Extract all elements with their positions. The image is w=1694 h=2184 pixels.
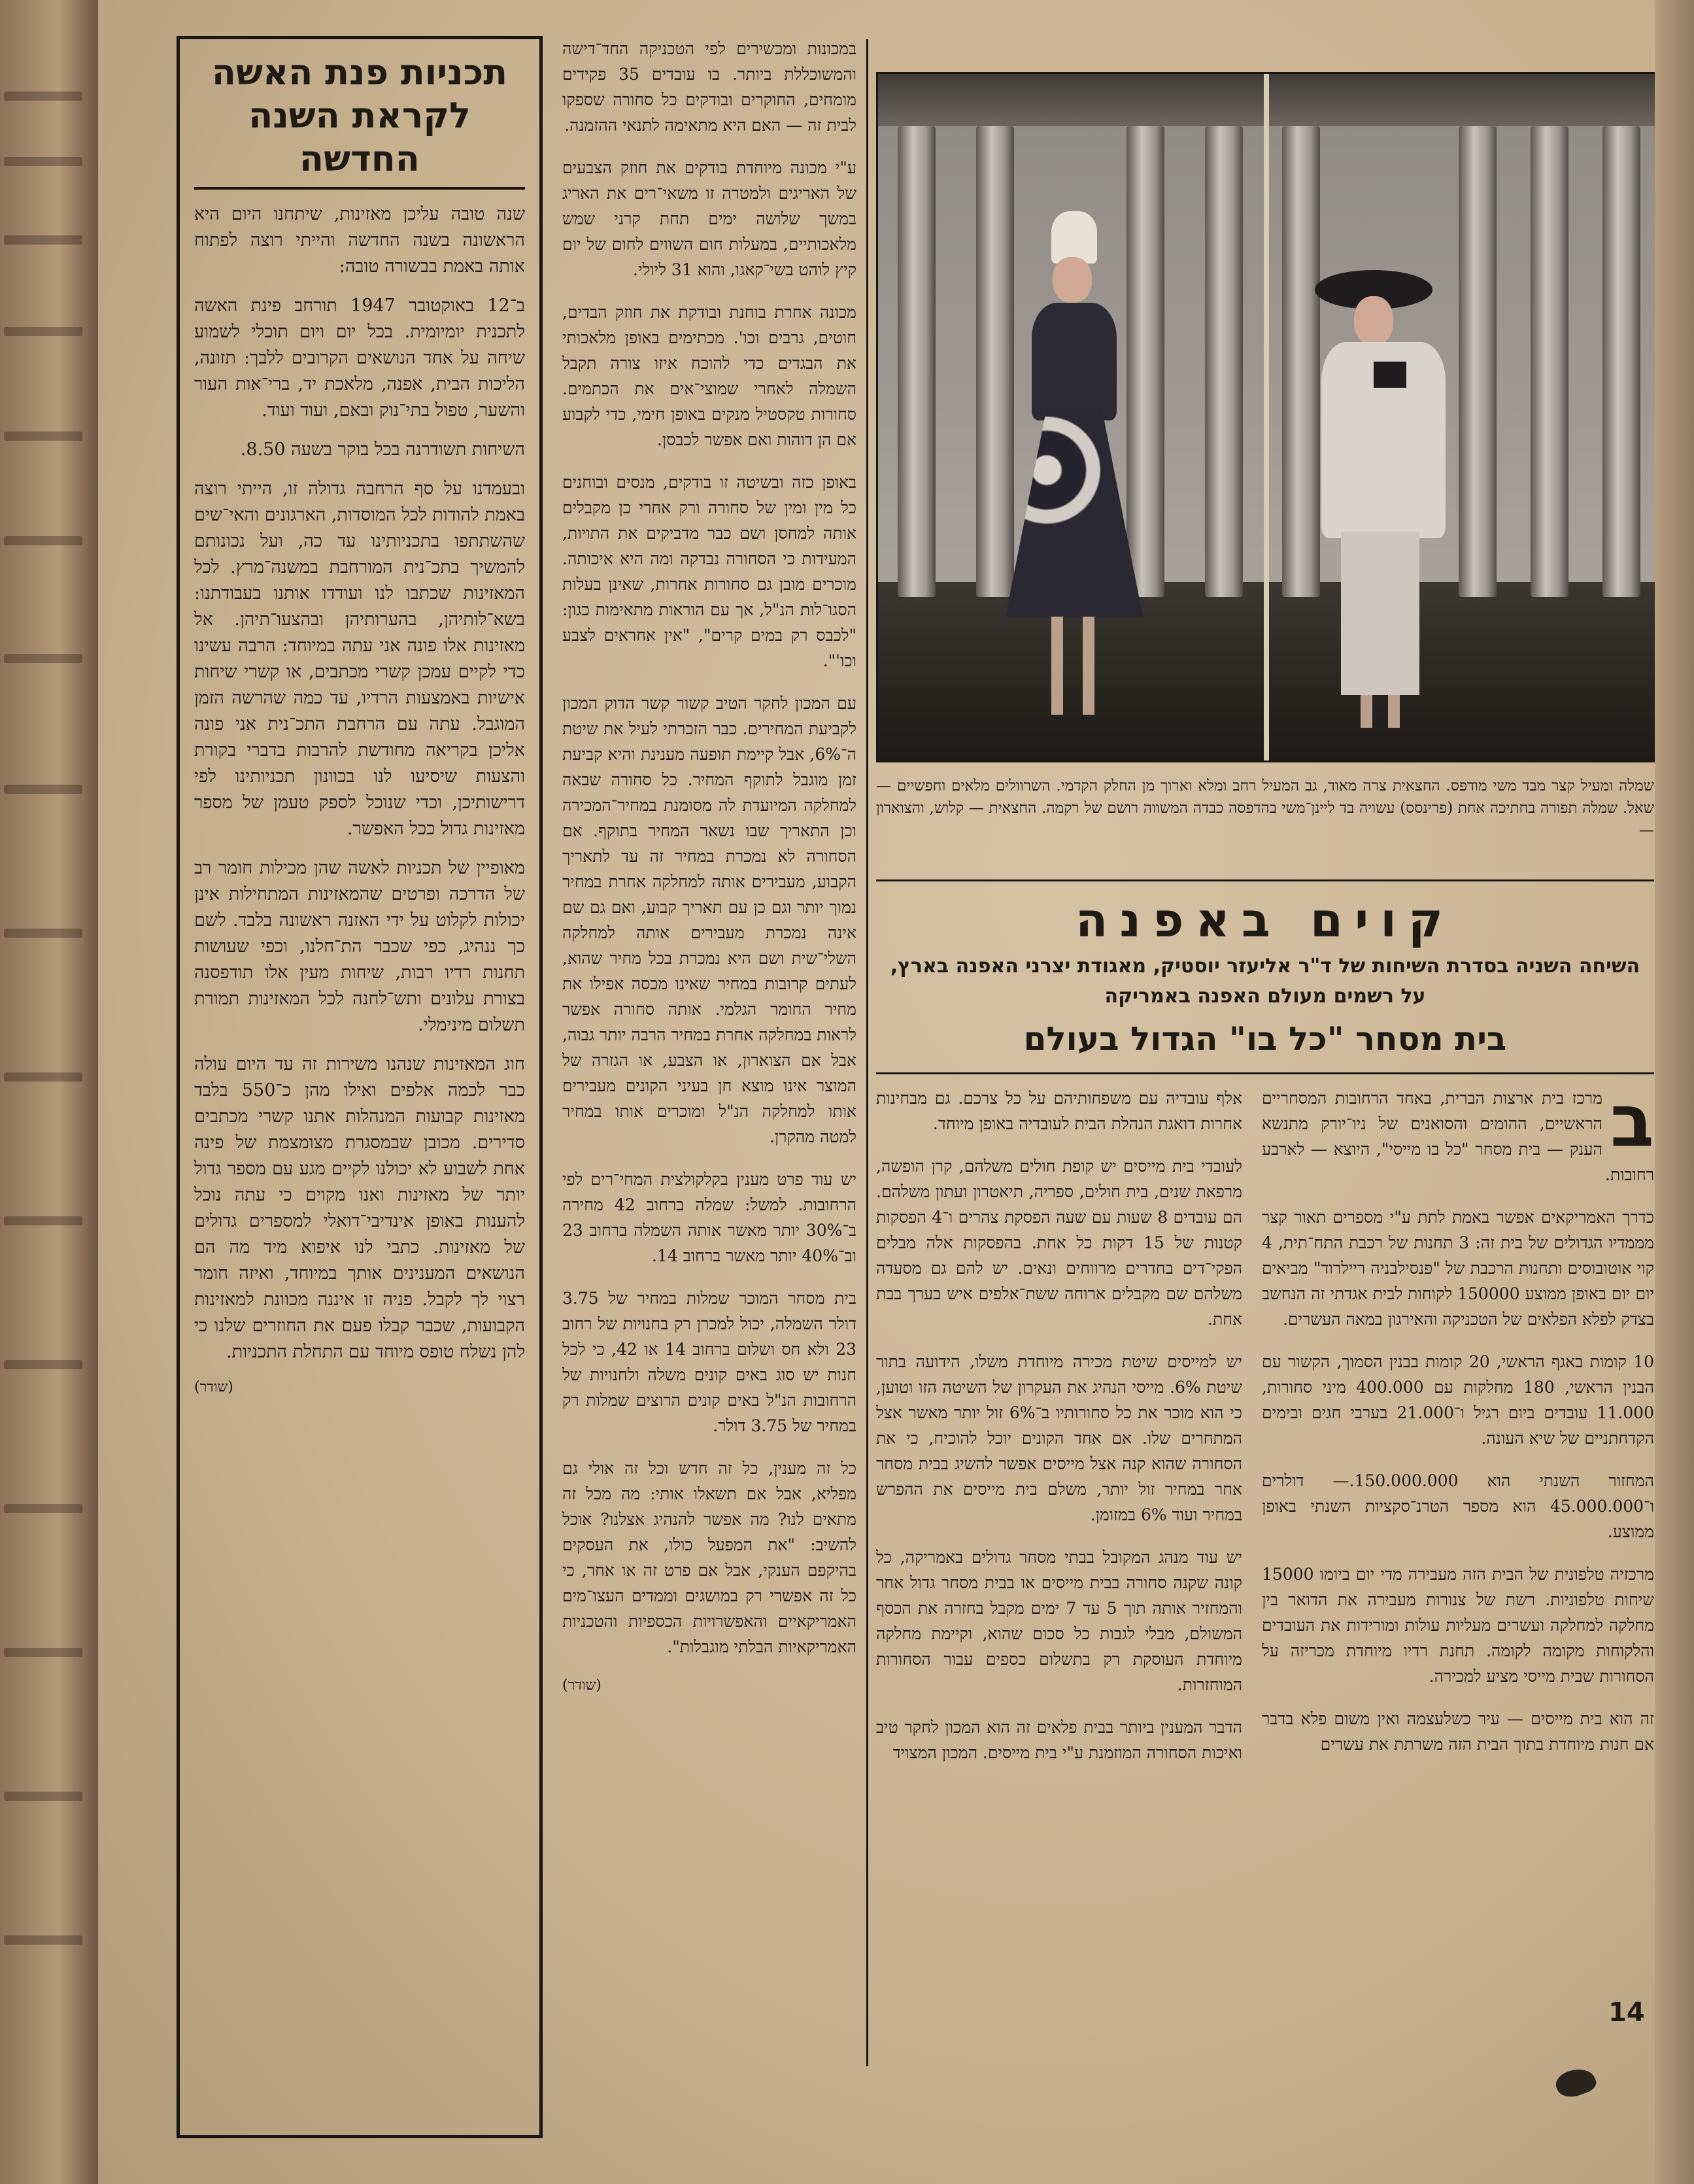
model-figure-left xyxy=(1006,211,1136,721)
article-signature: (שודר) xyxy=(562,1677,601,1694)
photo-divider xyxy=(1264,74,1269,760)
article-paragraph: הדבר המענין ביותר בבית פלאים זה הוא המכון לחקר טיב ואיכות הסחורה המוזמנת ע"י בית מייסים. המכון המצויד xyxy=(876,1718,1242,1762)
article-paragraph: במכונות ומכשירים לפי הטכניקה החד־דישה והמשוכללת ביותר. בו עובדים 35 פקידים מומחים, החוקרים ובודקים כל סחורה שספקו לבית זה — האם היא מתאימה לתנאי ההזמנה. xyxy=(562,39,856,135)
article-paragraph: לעובדי בית מייסים יש קופת חולים משלהם, קרן הופשה, מרפאת שנים, בית חולים, ספריה, תיאטרון ועתון משלהם. הם עובדים 8 שעות עם שעה הפסקת צהרים ו־4 הפסקות קטנות של 15 דקות כל אחת. בהפסקות אלה מבלים הפקי־דים בחדרים מרווחים ונאים. יש להם גם מסעדה משלהם שם מקבלים ארוחה ששת־אלפים איש בערך בבת אחת. xyxy=(876,1157,1242,1329)
model-figure-right xyxy=(1315,270,1452,728)
sidebar-box xyxy=(177,36,543,2138)
article-paragraph: ע"י מכונה מיוחדת בודקים את חוזק הצבעים של האריגים ולמטרה זו משאי־רים את האריג במשך שלושה ימים תחת קרני שמש מלאכותיים, במעלות חום השווים לחום של יום קיץ לוהט בשי־קאגו, והוא 31 ליולי. xyxy=(562,158,856,279)
paper-damage xyxy=(1553,2064,1599,2102)
previous-page-edge xyxy=(0,0,98,2184)
article-paragraph: עם המכון לחקר הטיב קשור קשר הדוק המכון לקביעת המחירים. כבר הזכרתי לעיל את שיטת ה־6%, אבל קיימת תופעה מענינת והיא קביעת זמן מוגבל לתוקף המחיר. כל סחורה שבאה למחלקה המיועדת לה מסומנת במחיר־המכירה וכן התאריך שבו נשאר המחיר בתוקף. אם הסחורה לא נמכרת במחיר זה עד לתאריך הקבוע, מעבירים אותה למחלקה אחרת במחיר נמוך יותר וגם כן עם תאריך קבוע, ואם גם שם אינה נמכרת מעבירים אותה למחלקה השלי־שית ושם היא נמכרת בכל מחיר שהוא, לעתים קרובות במחיר שאינו מכסה אפילו את מחיר החומר הגלמי. אותה סחורה אפשר לראות במחלקה אחרת במחיר הרבה יותר גבוה, אבל אם הצוארון, או הצבע, או הגזרה של המוצר אינו מוצא חן בעיני הקונים מעבירים אותו למחלקה הנ"ל ומוכרים אותו במחיר למטה מהקרן. xyxy=(562,694,856,1146)
photo-caption: שמלה ומעיל קצר מבד משי מודפס. החצאית צרה מאוד, גב המעיל רחב ומלא וארוך מן החלק הקדמי. השרוולים מלאים וחפשיים — שאל. שמלה תפורה בחתיכה אחת (פרינסס) עשויה בד ליינן־משי בהדפסה כבדה המשווה רושם של רקמה. החצאית — קלוש, והצוארון — xyxy=(876,777,1654,839)
photo-left-half xyxy=(878,74,1264,760)
column-rule xyxy=(866,39,868,2066)
sidebar-title: תכניות פנת האשה לקראת השנה החדשה xyxy=(194,51,525,190)
title-rule xyxy=(876,879,1654,881)
sidebar-signature: (שודר) xyxy=(194,1379,233,1395)
article-paragraph: מרכזיה טלפונית של הבית הזה מעבירה מדי יום ביומו 15000 שיחות טלפוניות. רשת של צנורות מעבירה את הדואר בין מחלקה למחלקה ועשרים מעליות עולות ומורידות את העובדים והלקוחות מקומה לקומה. תחנת רדיו מיוחדת מכריזה על הסחורות שבית מייסי מציע למכירה. xyxy=(1262,1565,1654,1686)
sidebar-paragraph: חוג המאזינות שנהנו משירות זה עד היום עולה כבר לכמה אלפים ואילו מהן כ־550 בלבד מאזינות קבועות המנהלות אתנו קשרי מכתבים סדירים. מכובן שבמסגרת מצומצמת של פינה אחת לשבוע לא יכולנו לקיים מגע עם מספר גדול יותר של מאזינות ואנו מקוים כי עתה נוכל להענות באופן אינדיבי־דואלי למספרים גדולים של מאזינות. כתבי לנו איפוא מיד מה הם הנושאים המענינים אותך במיוחד, ואיזה חומר רצוי לך לקבל. פניה זו איננה מכוונת למאזינות הקבועות, שכבר קבלו פעם את החוזרים שלנו כי להן נשלח טופס מיוחד עם התחלת התכניות. xyxy=(194,1054,525,1362)
article-heading: בית מסחר "כל בו" הגדול בעולם xyxy=(1023,1020,1507,1058)
page-number: 14 xyxy=(1608,1998,1645,2028)
article-title: קוים באפנה xyxy=(1076,893,1455,947)
sidebar-paragraph: ב־12 באוקטובר 1947 תורחב פינת האשה לתכנית יומיומית. בכל יום ויום תוכלי לשמוע שיחה על אחד הנושאים הקרובים ללבך: תזונה, הליכות הבית, אפנה, מלאכת יד, ברי־אות העור והשער, טפול בתי־נוק ובאם, ועוד ועוד. xyxy=(194,296,525,420)
article-paragraph: מכונה אחרת בוחנת ובודקת את חוזק הבדים, חוטים, גרבים וכו'. מכתימים באופן מלאכותי את הבגדים כדי להוכח איזו צורה תקבל השמלה לאחרי שמוצי־אים את הכתמים. סחורות טקסטיל מנקים באופן חימי, כדי לקבוע אם הן דוהות ואם אפשר לכבסן. xyxy=(562,303,856,449)
magazine-page xyxy=(98,0,1694,2184)
fashion-photo xyxy=(876,72,1658,762)
article-paragraph: יש עוד מנהג המקובל בבתי מסחר גדולים באמריקה, כל קונה שקנה סחורה בבית מייסים או בבית מסחר גדול אחר והמחזיר אותה תוך 5 עד 7 ימים מקבל בחזרה את הכסף המשולם, מבלי לגבות כל סכום שהוא, וקיימת מחלקה מיוחדת העוסקת רק בתשלום כספים עבור הסחורות המוחזרות. xyxy=(876,1548,1242,1694)
article-paragraph: ב מרכז בית ארצות הברית, באחד הרחובות המסחריים הראשיים, ההומים והסואנים של ניו־יורק מתנשא הענק — בית מסחר "כל בו מייסי", היוצא — לארבע רחובות. xyxy=(1262,1085,1654,1184)
article-paragraph: יש למייסים שיטת מכירה מיוחדת משלו, הידועה בתור שיטת 6%. מייסי הנהיג את העקרון של השיטה הזו וטוען, כי הוא מוכר את כל סחורותיו ב־6% זול יותר מאשר אצל המתחרים שלו. אם אחד הקונים יוכל להוכיח, כי את הסחורה שהוא קנה אצל מייסים אפשר להשיג בבית מסחר אחר במחיר זול יותר, משלם בית מייסים את ההפרש במחיר ועוד 6% במזומן. xyxy=(876,1352,1242,1524)
article-column-middle xyxy=(876,1085,1242,2014)
page-right-edge xyxy=(1655,0,1694,2184)
article-paragraph: כל זה מענין, כל זה חדש וכל זה אולי גם מפליא, אבל אם תשאלו אותי: מה מכל זה מתאים לנו? מה אפשר להנהיג אצלנו? אוכל להשיב: "את המפעל כולו, את העסקים בהיקפם הענקי, אבל אם פרט זה או אחר, כי כל זה אפשרי רק במושגים וממדים העצו־מים האמריקאיים והאפשרויות הכספיות והטכניות האמריקאיות הבלתי מוגבלות". xyxy=(562,1459,856,1656)
article-paragraph: כדרך האמריקאים אפשר באמת לתת ע"י מספרים תאור קצר מממדיו הגדולים של בית זה: 3 תחנות של רכבת התח־תית, 4 קוי אוטובוסים ותחנות הרכבת של "פנסילבניה ריילרוד" מביאים יום יום באופן ממוצע 150000 לקוחות לבית אגדתי זה הנחשב בצדק לפלא הפלאים של הטכניקה והאירגון במאה העשרים. xyxy=(1262,1208,1654,1329)
article-paragraph: 10 קומות באגף הראשי, 20 קומות בבנין הסמוך, הקשור עם הבנין הראשי, 180 מחלקות עם 400.000 מיני סחורות, 11.000 עובדים ביום רגיל ו־21.000 בערבי חגים ובימים הקדחתניים של שיא העונה. xyxy=(1262,1352,1654,1448)
article-paragraph: יש עוד פרט מענין בקלקולצית המחי־רים לפי הרחובות. למשל: שמלה ברחוב 42 מחירה ב־30% יותר מאשר אותה השמלה ברחוב 23 וב־40% יותר מאשר ברחוב 14. xyxy=(562,1170,856,1265)
article-column-right xyxy=(1262,1085,1654,2014)
sidebar-paragraph: השיחות תשודרנה בכל בוקר בשעה 8.50. xyxy=(240,439,525,460)
article-paragraph: זה הוא בית מייסים — עיר כשלעצמה ואין משום פלא בדבר אם חנות מיוחדת בתוך הבית הזה משרתת את עשרים xyxy=(1262,1709,1654,1754)
article-paragraph: בית מסחר המוכר שמלות במחיר של 3.75 דולר השמלה, יכול למכרן רק בחנויות של רחוב 23 ולא חס ושלום ברחוב 14 או 42, כי לכל חנות יש סוג באים קונים משלה ולחנויות של הרחובות הנ"ל באים קונים הרוצים שמלות רק במחיר של 3.75 דולר. xyxy=(562,1289,856,1435)
article-column-left xyxy=(562,36,856,2076)
heading-rule xyxy=(876,1072,1654,1074)
sidebar-paragraph: מאופיין של תכניות לאשה שהן מכילות חומר רב של הדרכה ופרטים שהמאזינות המתחילות אינן יכולות לקלוט על ידי האזנה ראשונה בלבד. לשם כך ננהיג, כפי שכבר הת־חלנו, וכפי שעושות תחנות רדיו רבות, שיחות מעין אלו תודפסנה בצורת עלונים ותש־לחנה לכל המאזינות תמורת תשלום מינימלי. xyxy=(194,858,525,1035)
sidebar-paragraph: שנה טובה עליכן מאזינות, שיתחנו היום היא הראשונה בשנה החדשה והייתי רוצה לפתוח אותה באמת בבשורה טובה: xyxy=(194,204,525,277)
article-paragraph: באופן כזה ובשיטה זו בודקים, מנסים ובוחנים כל מין ומין של סחורה ורק אחרי כן מקבלים אותה למחסן ושם כבר מדביקים את התויות, המעידות כי הסחורה נבדקה ומה היא איכותה. מוכרים מובן גם סחורות אחרות, שאינן בעלות הסגו־לות הנ"ל, אך עם הוראות מתאימות כגון: "לכבס רק במים קרים", "אין אחראים לצבע וכו'". xyxy=(562,473,856,670)
sidebar-paragraph: ובעמדנו על סף הרחבה גדולה זו, הייתי רוצה באמת להודות לכל המוסדות, הארגונים והאי־שים שהשתתפו בתכניותינו עד כה, ועל נכונותם להמשיך בתכ־נית המורחבת במשנה־מרץ. לכל המאזינות שכתבו לנו ועודדו אותנו בעבודתנו: בשא־לותיהן, בהערותיהן ובהצעו־תיהן. אל מאזינות אלו פונה אני עתה במיוחד: הרבה עשינו כדי לקיים עמכן קשרי מכתבים, או קשרי שיחות אישיות באמצעות הרדיו, עד כמה שהרשה הזמן המוגבל. עתה עם הרחבת התכ־נית אני פונה אליכן בקריאה מחודשת להרבות בדברי בקורת והצעות שיסיעו לנו בכוונון תכניותינו לפי דרישותיכן, וכדי שנוכל לספק טעמן של מספר מאזינות גדול ככל האפשר. xyxy=(194,479,525,839)
photo-right-half xyxy=(1269,74,1656,760)
article-subtitle: השיחה השניה בסדרת השיחות של ד"ר אליעזר יוסטיק, מאגודת יצרני האפנה בארץ, על רשמים מעולם האפנה באמריקה xyxy=(890,955,1640,1008)
article-paragraph: אלף עובדיה עם משפחותיהם על כל צרכם. גם מבחינות אחרות דואגת הנהלת הבית לעובדיה באופן מיוחד. xyxy=(876,1089,1242,1133)
drop-cap: ב xyxy=(1610,1085,1654,1163)
article-paragraph: המחזור השנתי הוא 150.000.000.— דולרים ו־45.000.000 הוא מספר הטרנ־סקציות השנתי באופן ממוצע. xyxy=(1262,1471,1654,1541)
